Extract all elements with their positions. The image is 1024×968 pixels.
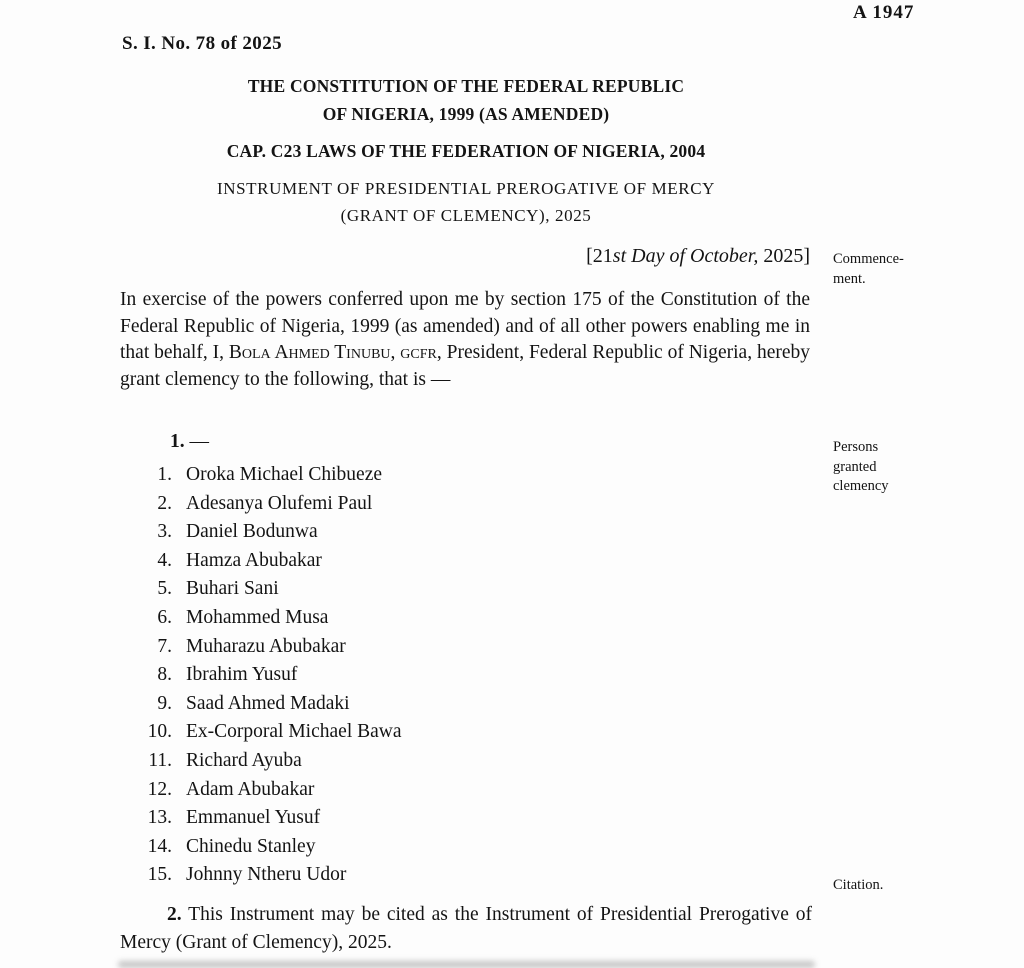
margin-note-citation [833, 876, 943, 896]
citation-paragraph-text: This Instrument may be cited as the Instrument of Presidential Prerogative of Mercy (Grant of Clemency), 2025. [120, 904, 812, 953]
list-item-number: 4. [157, 549, 172, 571]
scan-artifact-smudge [118, 961, 815, 968]
margin-note-commencement-line1: Commence- [833, 251, 904, 267]
list-item-name: Hamza Abubakar [186, 549, 322, 571]
list-item-name: Daniel Bodunwa [186, 521, 318, 543]
list-item-name: Adesanya Olufemi Paul [186, 492, 373, 514]
list-item-number: 10. [147, 721, 172, 743]
heading-constitution-line1: THE CONSTITUTION OF THE FEDERAL REPUBLIC [247, 76, 685, 96]
margin-note-commencement-line2: ment. [833, 270, 866, 287]
preamble-text-1: In exercise of the powers conferred upon me by section 175 of the Constitution of the Federal Republic of Nigeria, 1999 (as amended) and of all other powers enabling me in that behalf, I, [120, 289, 810, 363]
list-item-number: 13. [147, 807, 172, 829]
heading-instrument-line1: INSTRUMENT OF PRESIDENTIAL PREROGATIVE OF MERCY [216, 179, 716, 198]
margin-note-persons-line2: granted [833, 458, 877, 475]
list-item-number: 5. [157, 578, 172, 600]
section-2-number: 2. [167, 904, 182, 925]
list-item-number: 15. [147, 864, 172, 886]
list-item [120, 804, 720, 833]
list-item-number: 9. [157, 692, 172, 714]
margin-note-persons-granted-clemency [833, 438, 943, 497]
president-name: Bola Ahmed Tinubu [228, 342, 391, 363]
list-item-name: Mohammed Musa [186, 606, 329, 628]
list-item-name: Richard Ayuba [186, 749, 302, 771]
preamble-text-2: , [390, 342, 401, 363]
list-item-name: Emmanuel Yusuf [186, 807, 321, 829]
list-item [120, 747, 720, 776]
list-item-number: 7. [157, 635, 172, 657]
list-item-name: Adam Abubakar [186, 778, 315, 800]
page-number: A 1947 [853, 2, 915, 23]
heading-cap: CAP. C23 LAWS OF THE FEDERATION OF NIGERIA, 2004 [226, 141, 706, 161]
list-item-name: Ibrahim Yusuf [186, 664, 298, 686]
margin-note-persons-line1: Persons [833, 439, 879, 455]
commencement-date-italic: st Day of October, [612, 245, 759, 267]
list-item [120, 776, 720, 805]
margin-note-persons-line3: clemency [833, 478, 889, 494]
commencement-date-prefix: [21 [586, 245, 613, 267]
list-item-number: 6. [157, 606, 172, 628]
list-item [120, 661, 720, 690]
clemency-list [120, 461, 720, 890]
list-item [120, 718, 720, 747]
list-item [120, 461, 720, 490]
list-item-number: 14. [147, 835, 172, 857]
list-item [120, 547, 720, 576]
list-item [120, 633, 720, 662]
list-item [120, 861, 720, 890]
list-item-name: Oroka Michael Chibueze [186, 464, 383, 485]
list-item-number: 2. [157, 492, 172, 514]
heading-constitution-line2: OF NIGERIA, 1999 (AS AMENDED) [322, 104, 610, 124]
list-item [120, 518, 720, 547]
commencement-date-suffix: 2025] [758, 245, 810, 267]
list-item-number: 3. [157, 521, 172, 543]
preamble-paragraph [120, 287, 810, 393]
preamble-text-3: , President, Federal Republic of Nigeria, hereby grant clemency to the following, that is — [120, 342, 811, 390]
list-item [120, 490, 720, 519]
citation-paragraph [120, 901, 812, 957]
margin-note-citation-line1: Citation. [833, 877, 884, 893]
list-item-name: Saad Ahmed Madaki [186, 692, 350, 714]
heading-constitution [120, 72, 812, 128]
list-item-name: Ex-Corporal Michael Bawa [186, 721, 402, 743]
list-item-name: Muharazu Abubakar [186, 635, 346, 657]
statutory-instrument-number: S. I. No. 78 of 2025 [122, 33, 283, 54]
section-1-number: 1. [170, 431, 185, 452]
list-item-number: 11. [148, 749, 172, 771]
list-item [120, 690, 720, 719]
list-item-number: 12. [147, 778, 172, 800]
list-item [120, 575, 720, 604]
list-item [120, 604, 720, 633]
list-item [120, 833, 720, 862]
president-honour: gcfr [400, 342, 437, 363]
heading-instrument [120, 175, 812, 229]
heading-instrument-line2: (GRANT OF CLEMENCY), 2025 [340, 206, 592, 225]
list-item-name: Chinedu Stanley [186, 835, 316, 857]
section-1-dash: — [184, 431, 209, 452]
section-1-heading [170, 431, 209, 453]
list-item-name: Johnny Ntheru Udor [186, 864, 347, 886]
list-item-number: 8. [157, 664, 172, 686]
list-item-number: 1. [157, 464, 172, 485]
commencement-date [120, 245, 810, 268]
margin-note-commencement [833, 250, 943, 289]
list-item-name: Buhari Sani [186, 578, 279, 600]
